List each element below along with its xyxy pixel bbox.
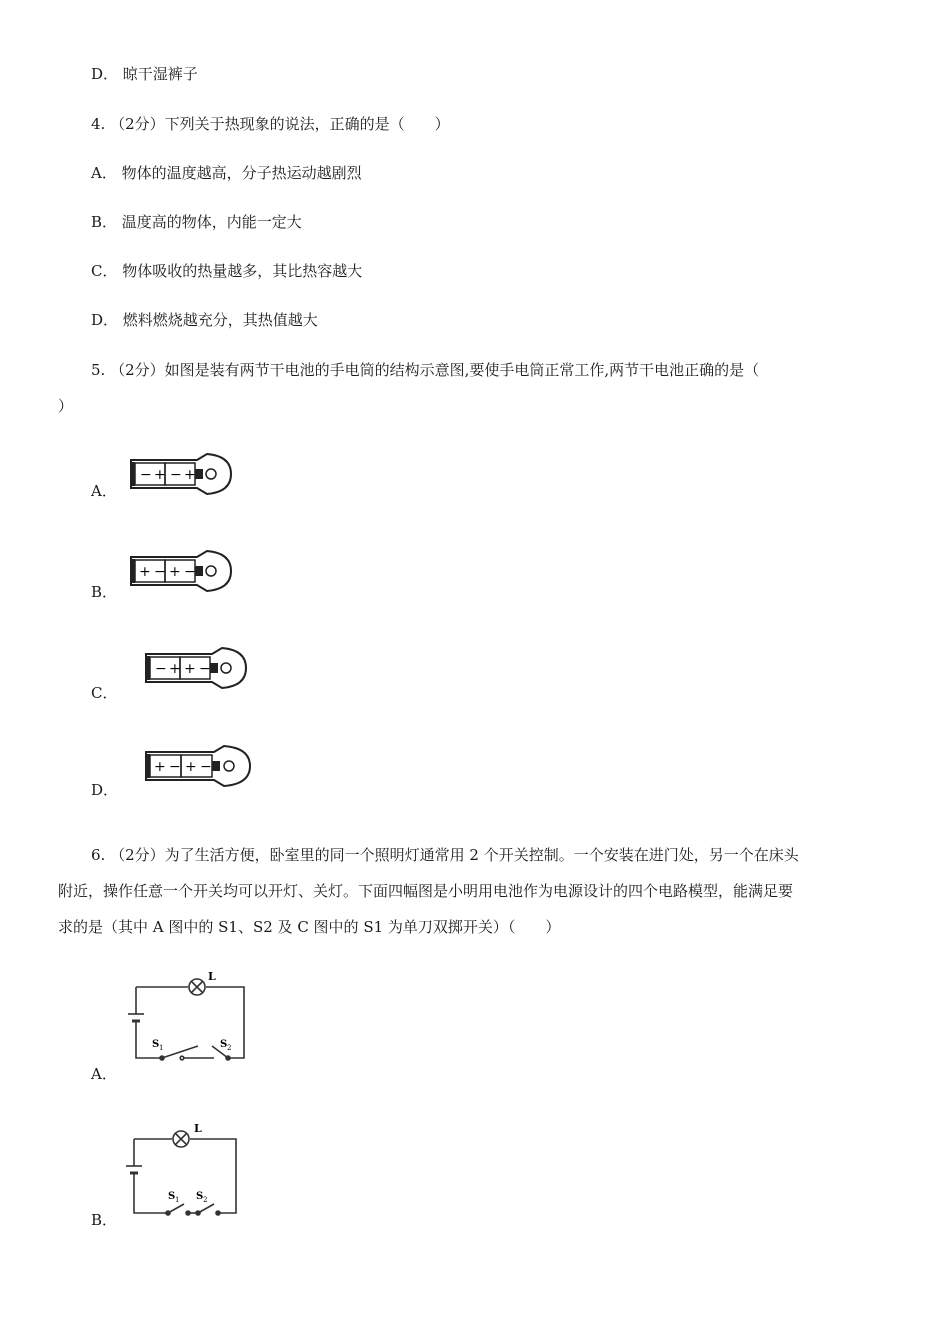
q5-d-sign-4: −: [200, 759, 212, 775]
q6-b-s1-sub: 1: [175, 1196, 180, 1204]
q5-a-sign-2: +: [154, 467, 166, 483]
q6-circuit-a: [122, 966, 254, 1066]
q5-stem-line2: ）: [58, 397, 74, 415]
q6-stem-line2: 附近，操作任意一个开关均可以开灯、关灯。下面四幅图是小明用电池作为电源设计的四个电路模型，能满足要: [58, 882, 794, 900]
q4-option-c: C． 物体吸收的热量越多，其比热容越大: [91, 262, 363, 280]
q6-b-s2-label: S: [196, 1191, 204, 1202]
q6-a-lamp-label: L: [208, 970, 216, 983]
q5-flashlight-c: [142, 646, 252, 692]
q5-d-sign-1: +: [154, 759, 166, 775]
q6-b-s1-label: S: [168, 1191, 176, 1202]
q5-b-sign-4: −: [184, 564, 196, 580]
q5-b-sign-2: −: [154, 564, 166, 580]
q6-a-s1-label: S: [152, 1039, 160, 1050]
q4-option-a: A． 物体的温度越高，分子热运动越剧烈: [91, 164, 362, 182]
q6-stem-line1: 6. （2分）为了生活方便，卧室里的同一个照明灯通常用 2 个开关控制。一个安装在进门处，另一个在床头: [91, 846, 799, 864]
q5-stem-line1: 5. （2分）如图是装有两节干电池的手电筒的结构示意图,要使手电筒正常工作,两节干电池正确的是（: [91, 361, 760, 379]
q6-a-s2-label: S: [220, 1039, 228, 1050]
q4-stem: 4. （2分）下列关于热现象的说法，正确的是（ ）: [91, 115, 450, 133]
q5-c-sign-3: +: [184, 661, 196, 677]
q3-option-d: D． 晾干湿裤子: [91, 65, 198, 83]
q6-option-b-label: B．: [91, 1211, 118, 1229]
q6-a-s2-sub: 2: [227, 1044, 232, 1052]
q5-d-sign-2: −: [169, 759, 181, 775]
q6-circuit-b: [118, 1116, 244, 1220]
q5-c-sign-2: +: [169, 661, 181, 677]
q5-option-d-label: D．: [91, 781, 119, 799]
q5-option-b-label: B．: [91, 583, 118, 601]
q5-b-sign-1: +: [139, 564, 151, 580]
q5-a-sign-1: −: [140, 467, 152, 483]
q6-a-s1-sub: 1: [159, 1044, 164, 1052]
q5-option-c-label: C．: [91, 684, 118, 702]
q5-c-sign-4: −: [199, 661, 211, 677]
q5-flashlight-d: [142, 744, 257, 790]
q5-d-sign-3: +: [185, 759, 197, 775]
q5-a-sign-4: +: [184, 467, 196, 483]
q5-option-a-label: A．: [91, 482, 117, 500]
q4-option-d: D． 燃料燃烧越充分，其热值越大: [91, 311, 318, 329]
q5-c-sign-1: −: [155, 661, 167, 677]
q5-flashlight-a: [127, 452, 237, 498]
q4-option-b: B． 温度高的物体，内能一定大: [91, 213, 302, 231]
q5-a-sign-3: −: [170, 467, 182, 483]
q5-b-sign-3: +: [169, 564, 181, 580]
q6-b-lamp-label: L: [194, 1122, 202, 1135]
q5-flashlight-b: [127, 549, 237, 595]
q6-option-a-label: A．: [91, 1065, 117, 1083]
q6-b-s2-sub: 2: [203, 1196, 208, 1204]
q6-stem-line3: 求的是（其中 A 图中的 S1、S2 及 C 图中的 S1 为单刀双掷开关）（ ）: [58, 918, 561, 936]
